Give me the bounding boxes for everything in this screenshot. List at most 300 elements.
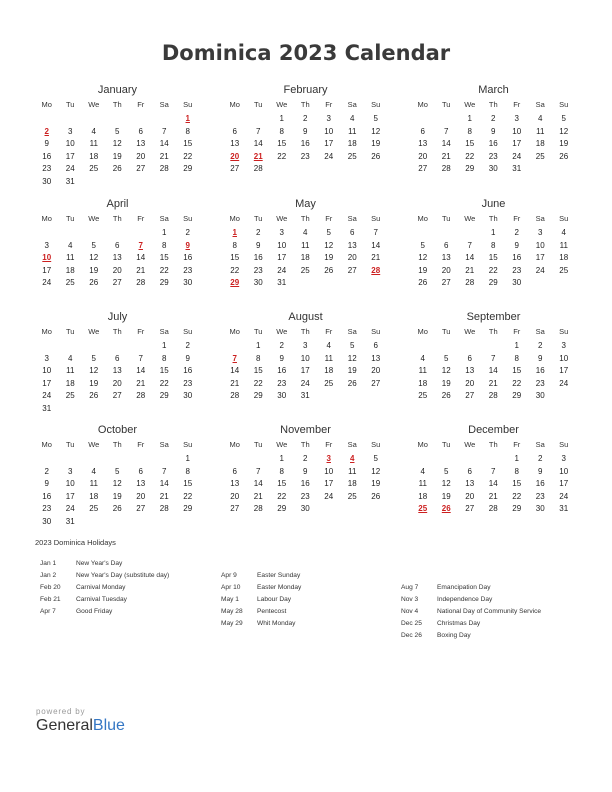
weekday-label: Th (300, 327, 310, 336)
day-cell: 1 (162, 228, 167, 237)
day-cell: 22 (159, 265, 169, 275)
day-cell: 8 (185, 126, 190, 136)
generalblue-logo (36, 716, 125, 736)
empty-day-cell (129, 227, 153, 240)
weekday-label: Th (112, 327, 122, 336)
month-november (223, 423, 388, 516)
day-cell: 28 (253, 504, 263, 514)
empty-day-cell (35, 227, 59, 240)
day-cell: 15 (253, 366, 263, 376)
day-cell: 23 (300, 491, 310, 501)
holiday-date: May 28 (221, 608, 243, 615)
days-grid (35, 453, 200, 529)
weekday-label: Sa (535, 100, 545, 109)
day-cell: 18 (65, 265, 75, 275)
weekday-label: Sa (159, 214, 169, 223)
weekday-label: Th (112, 214, 122, 223)
day-cell: 3 (561, 454, 566, 463)
day-cell: 3 (326, 114, 331, 123)
day-cell: 16 (488, 139, 498, 149)
day-cell: 10 (277, 240, 287, 250)
holiday-date: Nov 3 (401, 596, 419, 603)
day-cell: 11 (536, 126, 545, 136)
day-cell: 19 (112, 491, 122, 501)
day-cell: 5 (91, 353, 96, 363)
day-cell: 28 (159, 164, 169, 174)
day-cell: 17 (300, 366, 310, 376)
day-cell: 1 (514, 341, 519, 350)
weekday-label: Mo (229, 100, 240, 109)
day-cell: 2 (514, 228, 519, 237)
weekday-label: We (276, 214, 288, 223)
day-cell: 20 (441, 265, 451, 275)
holiday-date: Apr 9 (221, 572, 237, 579)
day-cell: 20 (112, 378, 122, 388)
day-cell: 6 (232, 126, 237, 136)
weekday-header (411, 327, 576, 337)
day-cell: 1 (491, 228, 496, 237)
day-cell: 8 (256, 353, 261, 363)
holiday-name: Carnival Tuesday (76, 596, 127, 603)
day-cell: 3 (303, 341, 308, 350)
day-cell: 2 (538, 341, 543, 350)
holiday-date: Feb 21 (40, 596, 61, 603)
weekday-label: We (464, 214, 476, 223)
month-october (35, 423, 200, 529)
weekday-label: Th (112, 440, 122, 449)
day-cell: 16 (183, 253, 193, 263)
day-cell: 16 (42, 151, 52, 161)
holiday-list-column-1 (40, 558, 169, 618)
weekday-label: Mo (229, 327, 240, 336)
day-cell: 13 (136, 479, 146, 489)
month-april (35, 197, 200, 290)
holiday-name: Easter Sunday (257, 572, 301, 579)
day-cell: 4 (420, 353, 425, 363)
weekday-header (223, 100, 388, 110)
weekday-label: Sa (535, 214, 545, 223)
day-cell: 7 (491, 466, 496, 476)
day-cell: 11 (89, 139, 98, 149)
weekday-label: Fr (325, 440, 333, 449)
day-cell: 29 (512, 504, 522, 514)
day-cell: 14 (159, 139, 169, 149)
day-cell: 12 (112, 479, 122, 489)
empty-day-cell (482, 340, 506, 353)
day-cell: 13 (230, 139, 240, 149)
empty-day-cell (106, 340, 130, 353)
day-cell: 30 (488, 164, 498, 174)
weekday-label: Tu (66, 214, 75, 223)
day-cell: 25 (324, 378, 334, 388)
day-cell: 12 (89, 366, 99, 376)
empty-day-cell (59, 113, 83, 126)
holiday-name: New Year's Day (substitute day) (76, 572, 170, 579)
holiday-list-item (40, 558, 169, 570)
day-cell: 7 (256, 126, 261, 136)
weekday-header (411, 100, 576, 110)
powered-by-text: powered by (36, 707, 86, 716)
holiday-list-item (401, 618, 541, 630)
day-cell: 11 (301, 240, 310, 250)
day-cell: 17 (559, 479, 569, 489)
day-cell: 16 (277, 366, 287, 376)
month-march (411, 83, 576, 176)
day-cell: 23 (42, 164, 52, 174)
day-cell: 28 (136, 278, 146, 288)
holiday-list-item (40, 594, 169, 606)
day-cell: 21 (136, 265, 146, 275)
day-cell: 5 (115, 466, 120, 476)
day-cell: 22 (230, 265, 240, 275)
day-cell: 11 (89, 479, 98, 489)
weekday-label: Mo (41, 327, 52, 336)
day-cell: 11 (348, 466, 357, 476)
weekday-label: We (464, 327, 476, 336)
day-cell: 15 (512, 479, 522, 489)
weekday-header (35, 327, 200, 337)
day-cell: 25 (300, 265, 310, 275)
holiday-name: Christmas Day (437, 620, 481, 627)
day-cell: 19 (418, 265, 428, 275)
day-cell: 15 (277, 479, 287, 489)
weekday-label: Th (300, 214, 310, 223)
day-cell: 18 (300, 253, 310, 263)
day-cell: 13 (112, 366, 122, 376)
day-cell: 17 (277, 253, 287, 263)
day-cell: 15 (183, 479, 193, 489)
day-cell: 9 (303, 126, 308, 136)
day-cell: 10 (324, 466, 334, 476)
day-cell: 16 (535, 479, 545, 489)
day-cell: 12 (112, 139, 122, 149)
day-cell: 14 (159, 479, 169, 489)
day-cell: 6 (138, 126, 143, 136)
day-cell: 22 (465, 151, 475, 161)
day-cell: 16 (300, 479, 310, 489)
day-cell: 19 (112, 151, 122, 161)
logo-general: General (36, 717, 93, 734)
weekday-label: Th (488, 100, 498, 109)
day-cell: 14 (488, 479, 498, 489)
day-cell: 20 (418, 151, 428, 161)
day-cell: 24 (535, 265, 545, 275)
day-cell: 27 (112, 391, 122, 401)
holiday-list-item (221, 570, 301, 582)
empty-day-cell (458, 340, 482, 353)
weekday-label: We (464, 440, 476, 449)
day-cell: 4 (91, 466, 96, 476)
month-december (411, 423, 576, 516)
weekday-label: We (88, 100, 100, 109)
day-cell: 9 (538, 353, 543, 363)
day-cell: 24 (65, 164, 75, 174)
day-cell: 26 (89, 391, 99, 401)
holiday-date: Apr 10 (221, 584, 241, 591)
day-cell: 22 (512, 491, 522, 501)
day-cell: 23 (488, 151, 498, 161)
empty-day-cell (411, 340, 435, 353)
day-cell: 5 (561, 114, 566, 123)
day-cell: 23 (535, 491, 545, 501)
day-cell: 31 (277, 278, 287, 288)
weekday-header (223, 440, 388, 450)
day-cell: 1 (256, 341, 261, 350)
day-cell: 19 (347, 366, 357, 376)
empty-day-cell (482, 453, 506, 466)
day-cell: 27 (418, 164, 428, 174)
weekday-label: Su (559, 214, 569, 223)
day-cell: 17 (324, 139, 334, 149)
day-cell: 22 (253, 378, 263, 388)
day-cell: 28 (465, 278, 475, 288)
weekday-label: Tu (66, 440, 75, 449)
day-cell: 20 (465, 491, 475, 501)
holiday-day-cell: 1 (185, 114, 190, 123)
weekday-label: Fr (325, 214, 333, 223)
weekday-label: Fr (137, 327, 145, 336)
day-cell: 3 (279, 228, 284, 237)
day-cell: 29 (159, 391, 169, 401)
holiday-date: Aug 7 (401, 584, 419, 591)
empty-day-cell (223, 340, 247, 353)
weekday-label: Mo (417, 327, 428, 336)
weekday-label: Su (559, 327, 569, 336)
weekday-header (223, 214, 388, 224)
weekday-header (411, 440, 576, 450)
day-cell: 24 (559, 378, 569, 388)
day-cell: 6 (467, 466, 472, 476)
day-cell: 9 (256, 240, 261, 250)
day-cell: 3 (68, 126, 73, 136)
empty-day-cell (129, 453, 153, 466)
weekday-label: Th (300, 100, 310, 109)
day-cell: 3 (44, 353, 49, 363)
day-cell: 2 (303, 114, 308, 123)
holiday-list-item (401, 630, 541, 642)
holiday-date: May 29 (221, 620, 243, 627)
holiday-name: Carnival Monday (76, 584, 126, 591)
weekday-label: Fr (137, 214, 145, 223)
day-cell: 23 (253, 265, 263, 275)
holiday-date: Jan 1 (40, 560, 57, 567)
weekday-label: Mo (417, 214, 428, 223)
day-cell: 24 (300, 378, 310, 388)
holiday-name: Whit Monday (257, 620, 296, 627)
empty-day-cell (153, 113, 177, 126)
day-cell: 21 (253, 491, 263, 501)
weekday-label: Mo (41, 100, 52, 109)
day-cell: 13 (441, 253, 451, 263)
holiday-list-item (401, 594, 541, 606)
day-cell: 26 (347, 378, 357, 388)
day-cell: 28 (441, 164, 451, 174)
days-grid (411, 227, 576, 290)
month-name: December (468, 424, 519, 436)
day-cell: 8 (279, 126, 284, 136)
day-cell: 19 (371, 139, 381, 149)
day-cell: 21 (488, 378, 498, 388)
day-cell: 15 (183, 139, 193, 149)
empty-day-cell (35, 453, 59, 466)
weekday-label: Tu (66, 327, 75, 336)
holiday-name: Good Friday (76, 608, 113, 615)
holiday-name: Boxing Day (437, 632, 471, 639)
day-cell: 22 (512, 378, 522, 388)
month-name: April (106, 198, 129, 210)
weekday-label: Tu (254, 214, 263, 223)
month-name: June (481, 198, 506, 210)
holiday-name: Emancipation Day (437, 584, 491, 591)
holiday-name: Labour Day (257, 596, 292, 603)
day-cell: 24 (512, 151, 522, 161)
weekday-label: Su (559, 100, 569, 109)
empty-day-cell (458, 227, 482, 240)
day-cell: 6 (467, 353, 472, 363)
days-grid (223, 227, 388, 290)
holiday-date: Jan 2 (40, 572, 57, 579)
day-cell: 30 (277, 391, 287, 401)
day-cell: 7 (162, 126, 167, 136)
day-cell: 14 (136, 366, 146, 376)
day-cell: 3 (561, 341, 566, 350)
month-january (35, 83, 200, 189)
day-cell: 2 (256, 228, 261, 237)
day-cell: 3 (44, 240, 49, 250)
day-cell: 10 (535, 240, 545, 250)
holiday-list-column-2 (221, 570, 301, 630)
weekday-label: Sa (535, 440, 545, 449)
weekday-label: Mo (417, 440, 428, 449)
day-cell: 31 (65, 176, 75, 186)
month-june (411, 197, 576, 290)
weekday-label: Su (183, 440, 193, 449)
month-august (223, 310, 388, 403)
day-cell: 4 (91, 126, 96, 136)
day-cell: 13 (230, 479, 240, 489)
day-cell: 13 (112, 253, 122, 263)
holiday-date: Dec 26 (401, 632, 422, 639)
weekday-label: Sa (347, 100, 357, 109)
day-cell: 20 (465, 378, 475, 388)
day-cell: 9 (185, 353, 190, 363)
empty-day-cell (411, 113, 435, 126)
day-cell: 7 (138, 353, 143, 363)
empty-day-cell (411, 453, 435, 466)
holiday-list-item (221, 606, 301, 618)
days-grid (411, 453, 576, 516)
day-cell: 25 (65, 391, 75, 401)
weekday-label: Sa (535, 327, 545, 336)
day-cell: 12 (441, 366, 451, 376)
day-cell: 5 (91, 240, 96, 250)
day-cell: 12 (441, 479, 451, 489)
day-cell: 17 (42, 378, 52, 388)
day-cell: 22 (277, 151, 287, 161)
month-july (35, 310, 200, 416)
day-cell: 21 (441, 151, 451, 161)
weekday-label: Tu (442, 440, 451, 449)
day-cell: 19 (324, 253, 334, 263)
day-cell: 18 (347, 479, 357, 489)
weekday-label: Fr (513, 100, 521, 109)
weekday-label: Fr (513, 440, 521, 449)
weekday-label: Su (371, 440, 381, 449)
day-cell: 27 (465, 391, 475, 401)
days-grid (35, 340, 200, 416)
weekday-label: Fr (325, 327, 333, 336)
day-cell: 13 (347, 240, 357, 250)
day-cell: 24 (324, 491, 334, 501)
day-cell: 26 (112, 504, 122, 514)
day-cell: 4 (538, 114, 543, 123)
empty-day-cell (59, 340, 83, 353)
day-cell: 4 (68, 240, 73, 250)
day-cell: 18 (559, 253, 569, 263)
day-cell: 11 (66, 253, 75, 263)
day-cell: 15 (230, 253, 240, 263)
day-cell: 20 (112, 265, 122, 275)
day-cell: 23 (535, 378, 545, 388)
day-cell: 25 (418, 391, 428, 401)
days-grid (35, 113, 200, 189)
day-cell: 8 (491, 240, 496, 250)
day-cell: 26 (371, 491, 381, 501)
day-cell: 2 (44, 466, 49, 476)
day-cell: 9 (538, 466, 543, 476)
day-cell: 9 (279, 353, 284, 363)
day-cell: 27 (465, 504, 475, 514)
day-cell: 27 (441, 278, 451, 288)
holiday-list-item (401, 606, 541, 618)
day-cell: 2 (279, 341, 284, 350)
day-cell: 26 (112, 164, 122, 174)
weekday-label: Th (488, 327, 498, 336)
day-cell: 23 (277, 378, 287, 388)
day-cell: 31 (42, 403, 52, 413)
day-cell: 20 (136, 151, 146, 161)
day-cell: 14 (230, 366, 240, 376)
weekday-label: Mo (41, 214, 52, 223)
day-cell: 8 (514, 353, 519, 363)
weekday-label: Tu (254, 327, 263, 336)
month-name: January (97, 84, 138, 96)
month-may (223, 197, 388, 290)
empty-day-cell (106, 113, 130, 126)
empty-day-cell (35, 113, 59, 126)
month-name: August (288, 311, 323, 323)
weekday-label: Su (183, 100, 193, 109)
day-cell: 12 (371, 126, 381, 136)
empty-day-cell (82, 453, 106, 466)
day-cell: 30 (535, 391, 545, 401)
day-cell: 20 (371, 366, 381, 376)
holiday-day-cell: 29 (230, 278, 240, 288)
day-cell: 30 (42, 516, 52, 526)
day-cell: 27 (230, 164, 240, 174)
day-cell: 27 (136, 164, 146, 174)
day-cell: 18 (418, 491, 428, 501)
day-cell: 10 (559, 353, 569, 363)
day-cell: 6 (138, 466, 143, 476)
day-cell: 26 (418, 278, 428, 288)
empty-day-cell (59, 453, 83, 466)
day-cell: 18 (418, 378, 428, 388)
empty-day-cell (223, 113, 247, 126)
day-cell: 24 (324, 151, 334, 161)
holiday-day-cell: 2 (44, 126, 49, 136)
empty-day-cell (247, 113, 271, 126)
